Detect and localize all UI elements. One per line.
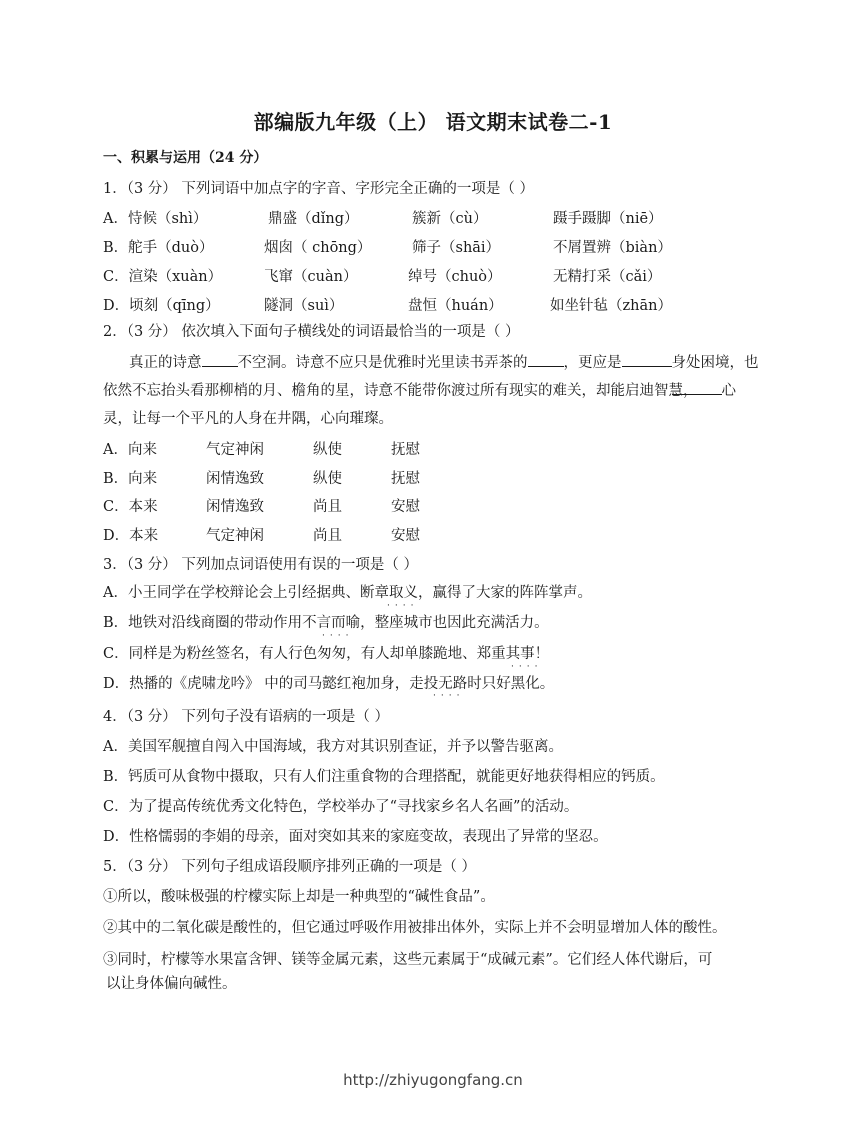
- answer-blank-4[interactable]: [672, 380, 722, 395]
- q2-b-col2: 闲情逸致: [206, 471, 264, 487]
- answer-blank-1[interactable]: [202, 352, 238, 367]
- q1-b-col1: B．舵手（duò）: [103, 240, 214, 256]
- q1-d-col4: 如坐针毡（zhān）: [550, 298, 672, 314]
- q5-sentence-2: ②其中的二氧化碳是酸性的，但它通过呼吸作用被排出体外，实际上并不会明显增加人体的酸性。: [103, 920, 727, 936]
- q2-c-col4: 安慰: [391, 499, 420, 515]
- q1-a-col3: 簇新（cù）: [412, 211, 488, 227]
- passage-text: ，更应是: [563, 355, 622, 371]
- q4-option-b: B．钙质可从食物中摄取，只有人们注重食物的合理搭配，就能更好地获得相应的钙质。: [103, 769, 665, 785]
- section-heading: 一、积累与运用（24 分）: [103, 150, 268, 166]
- q5-sentence-3-cont: 以让身体偏向碱性。: [106, 976, 237, 992]
- passage-text: 真正的诗意: [129, 355, 202, 371]
- q5-sentence-1: ①所以，酸味极强的柠檬实际上却是一种典型的“碱性食品”。: [103, 889, 495, 905]
- emphasis-dots: ····: [433, 691, 465, 701]
- emphasis-dots: ····: [387, 601, 419, 611]
- q4-option-d: D．性格懦弱的李娟的母亲，面对突如其来的家庭变故，表现出了异常的坚忍。: [103, 829, 608, 845]
- q1-b-col3: 筛子（shāi）: [412, 240, 501, 256]
- q1-c-col2: 飞窜（cuàn）: [264, 269, 358, 285]
- q2-b-col3: 纵使: [313, 471, 342, 487]
- q3-option-c: C．同样是为粉丝签名，有人行色匆匆，有人却单膝跪地、郑重其事！: [103, 646, 550, 662]
- page-title: 部编版九年级（上） 语文期末试卷二-1: [253, 110, 613, 134]
- q2-b-col4: 抚慰: [391, 471, 420, 487]
- question-3-stem: 3．（3 分） 下列加点词语使用有误的一项是（ ）: [103, 557, 419, 573]
- q2-c-col1: C．本来: [103, 499, 158, 515]
- q2-a-col4: 抚慰: [391, 442, 420, 458]
- q1-d-col3: 盘恒（huán）: [408, 298, 503, 314]
- question-5-stem: 5．（3 分） 下列句子组成语段顺序排列正确的一项是（ ）: [103, 859, 477, 875]
- passage-text: 身处困境，: [671, 355, 744, 371]
- q2-a-col3: 纵使: [313, 442, 342, 458]
- q1-d-col1: D．顷刻（qīng）: [103, 298, 220, 314]
- q1-b-col2: 烟囱（ chōng）: [264, 240, 372, 256]
- q3-option-b: B．地铁对沿线商圈的带动作用不言而喻，整座城市也因此充满活力。: [103, 615, 549, 631]
- q1-a-col2: 鼎盛（dǐng）: [268, 211, 359, 227]
- q4-option-c: C．为了提高传统优秀文化特色，学校举办了“寻找家乡名人名画”的活动。: [103, 799, 579, 815]
- q2-b-col1: B．向来: [103, 471, 158, 487]
- q2-d-col4: 安慰: [391, 528, 420, 544]
- q1-c-col4: 无精打采（cǎi）: [553, 269, 662, 285]
- question-1-stem: 1．（3 分） 下列词语中加点字的字音、字形完全正确的一项是（ ）: [103, 181, 535, 197]
- q3-option-a: A．小王同学在学校辩论会上引经据典、断章取义，赢得了大家的阵阵掌声。: [103, 585, 592, 601]
- emphasis-dots: ····: [511, 662, 543, 672]
- q2-a-col2: 气定神闲: [206, 442, 264, 458]
- emphasis-dots: ····: [322, 631, 354, 641]
- question-2-passage: [103, 349, 763, 433]
- q5-sentence-3: ③同时，柠檬等水果富含钾、镁等金属元素，这些元素属于“成碱元素”。它们经人体代谢后，可: [103, 952, 713, 968]
- answer-blank-3[interactable]: [622, 352, 672, 367]
- q1-c-col3: 绰号（chuò）: [408, 269, 502, 285]
- passage-text: 不空洞。诗意不应只是优雅时光里读书弄茶的: [237, 355, 528, 371]
- q1-c-col1: C．渲染（xuàn）: [103, 269, 223, 285]
- q2-d-col1: D．本来: [103, 528, 159, 544]
- q4-option-a: A．美国军舰擅自闯入中国海域，我方对其识别查证，并予以警告驱离。: [103, 739, 563, 755]
- q1-a-col4: 蹑手蹑脚（niē）: [553, 211, 663, 227]
- passage-text: 也依然不忘抬头看那柳梢的月、檐角的星，诗意不能带你渡过所有现实的难关，却能启迪智慧，: [103, 355, 759, 399]
- q2-d-col2: 气定神闲: [206, 528, 264, 544]
- q1-a-col1: A．恃候（shì）: [103, 211, 208, 227]
- answer-blank-2[interactable]: [528, 352, 564, 367]
- question-2-stem: 2．（3 分） 依次填入下面句子横线处的词语最恰当的一项是（ ）: [103, 324, 520, 340]
- q2-a-col1: A．向来: [103, 442, 157, 458]
- q1-b-col4: 不屑置辨（biàn）: [553, 240, 672, 256]
- q2-d-col3: 尚且: [313, 528, 342, 544]
- footer-url[interactable]: http://zhiyugongfang.cn: [343, 1071, 523, 1089]
- q3-option-d: D．热播的《虎啸龙吟》 中的司马懿红袍加身，走投无路时只好黑化。: [103, 676, 555, 692]
- q1-d-col2: 隧洞（suì）: [264, 298, 344, 314]
- q2-c-col2: 闲情逸致: [206, 499, 264, 515]
- passage-text: 心灵，让每一个平凡的人身在井隅，心向璀璨。: [103, 383, 736, 427]
- question-4-stem: 4．（3 分） 下列句子没有语病的一项是（ ）: [103, 709, 390, 725]
- q2-c-col3: 尚且: [313, 499, 342, 515]
